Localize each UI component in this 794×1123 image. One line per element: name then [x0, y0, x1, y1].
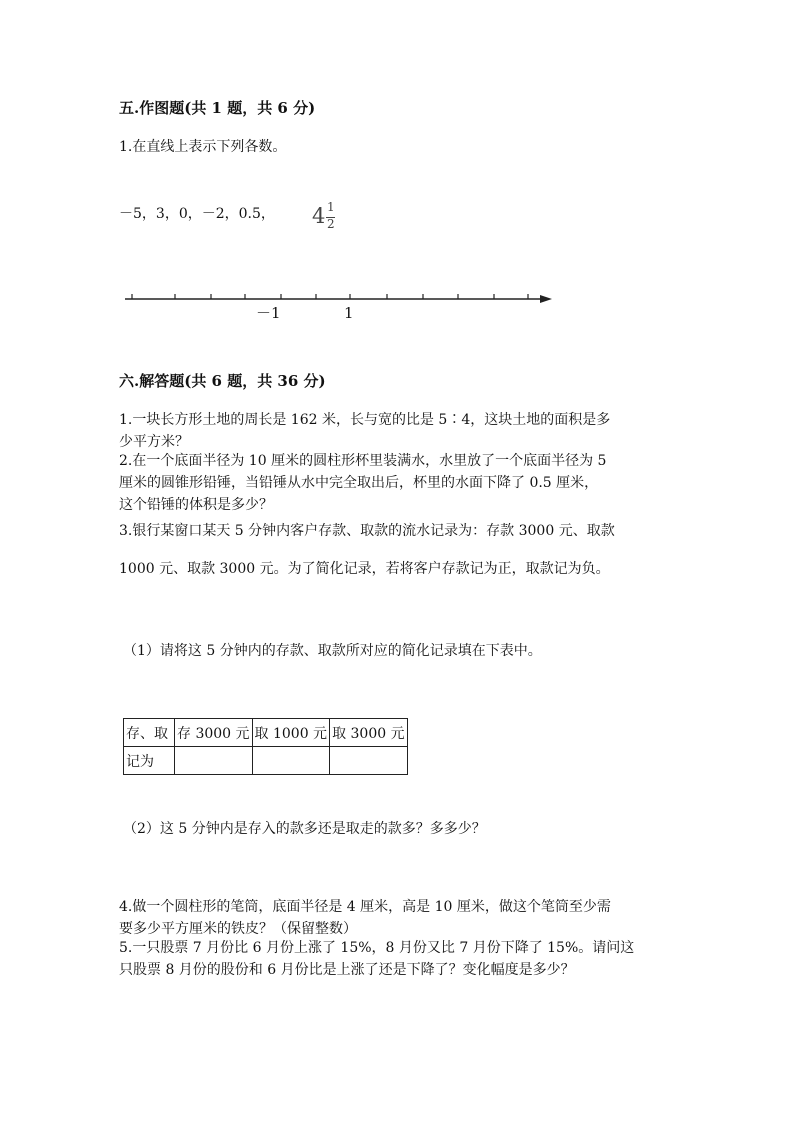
- number-line-arrow: [540, 295, 552, 303]
- table-row-label: 记为: [124, 747, 175, 775]
- mixed-number-whole: 4: [312, 204, 326, 228]
- table-header-cell: 取 3000 元: [330, 719, 408, 747]
- answer-cell[interactable]: [175, 747, 253, 775]
- axis-label-one: 1: [344, 304, 354, 322]
- section6-question5: 5.一只股票 7 月份比 6 月份上涨了 15%，8 月份又比 7 月份下降了 15%。请问这 只股票 8 月份的股份和 6 月份比是上涨了还是下降了？变化幅度是多少？: [119, 940, 635, 978]
- answer-cell[interactable]: [252, 747, 330, 775]
- table-header-cell: 存 3000 元: [175, 719, 253, 747]
- axis-label-neg-one: －1: [256, 304, 281, 322]
- table-row: [124, 719, 408, 747]
- table-row: [124, 747, 408, 775]
- record-table: [123, 718, 408, 775]
- section6-question3: 3.银行某窗口某天 5 分钟内客户存款、取款的流水记录为：存款 3000 元、取款 1000 元、取款 3000 元。为了简化记录，若将客户存款记为正，取款记为负。: [119, 523, 615, 577]
- mixed-number-numerator: 1: [327, 200, 335, 214]
- section6-question1: 1.一块长方形土地的周长是 162 米，长与宽的比是 5∶4，这块土地的面积是多 少平方米？: [119, 412, 611, 450]
- section6-question4: 4.做一个圆柱形的笔筒，底面半径是 4 厘米，高是 10 厘米，做这个笔筒至少需 要多少平方厘米的铁皮？（保留整数）: [119, 899, 611, 937]
- table-header-cell: 取 1000 元: [252, 719, 330, 747]
- table-header-cell: 存、取: [124, 719, 175, 747]
- answer-cell[interactable]: [330, 747, 408, 775]
- numbers-list: －5，3，0，－2，0.5，: [119, 206, 275, 222]
- section6-question2: 2.在一个底面半径为 10 厘米的圆柱形杯里装满水，水里放了一个底面半径为 5 厘米的圆锥形铅锤，当铅锤从水中完全取出后，杯里的水面下降了 0.5 厘米， 这个铅锤的体积是多少？: [119, 453, 607, 513]
- section5-title: 五.作图题(共 1 题，共 6 分): [119, 99, 316, 117]
- section6-title: 六.解答题(共 6 题，共 36 分): [119, 372, 326, 390]
- mixed-number-denominator: 2: [327, 217, 335, 231]
- section5-question1: 1.在直线上表示下列各数。: [119, 139, 287, 155]
- number-line: [120, 285, 560, 305]
- question3-part1: （1）请将这 5 分钟内的存款、取款所对应的简化记录填在下表中。: [123, 643, 542, 659]
- question3-part2: （2）这 5 分钟内是存入的款多还是取走的款多？多多少？: [123, 821, 486, 837]
